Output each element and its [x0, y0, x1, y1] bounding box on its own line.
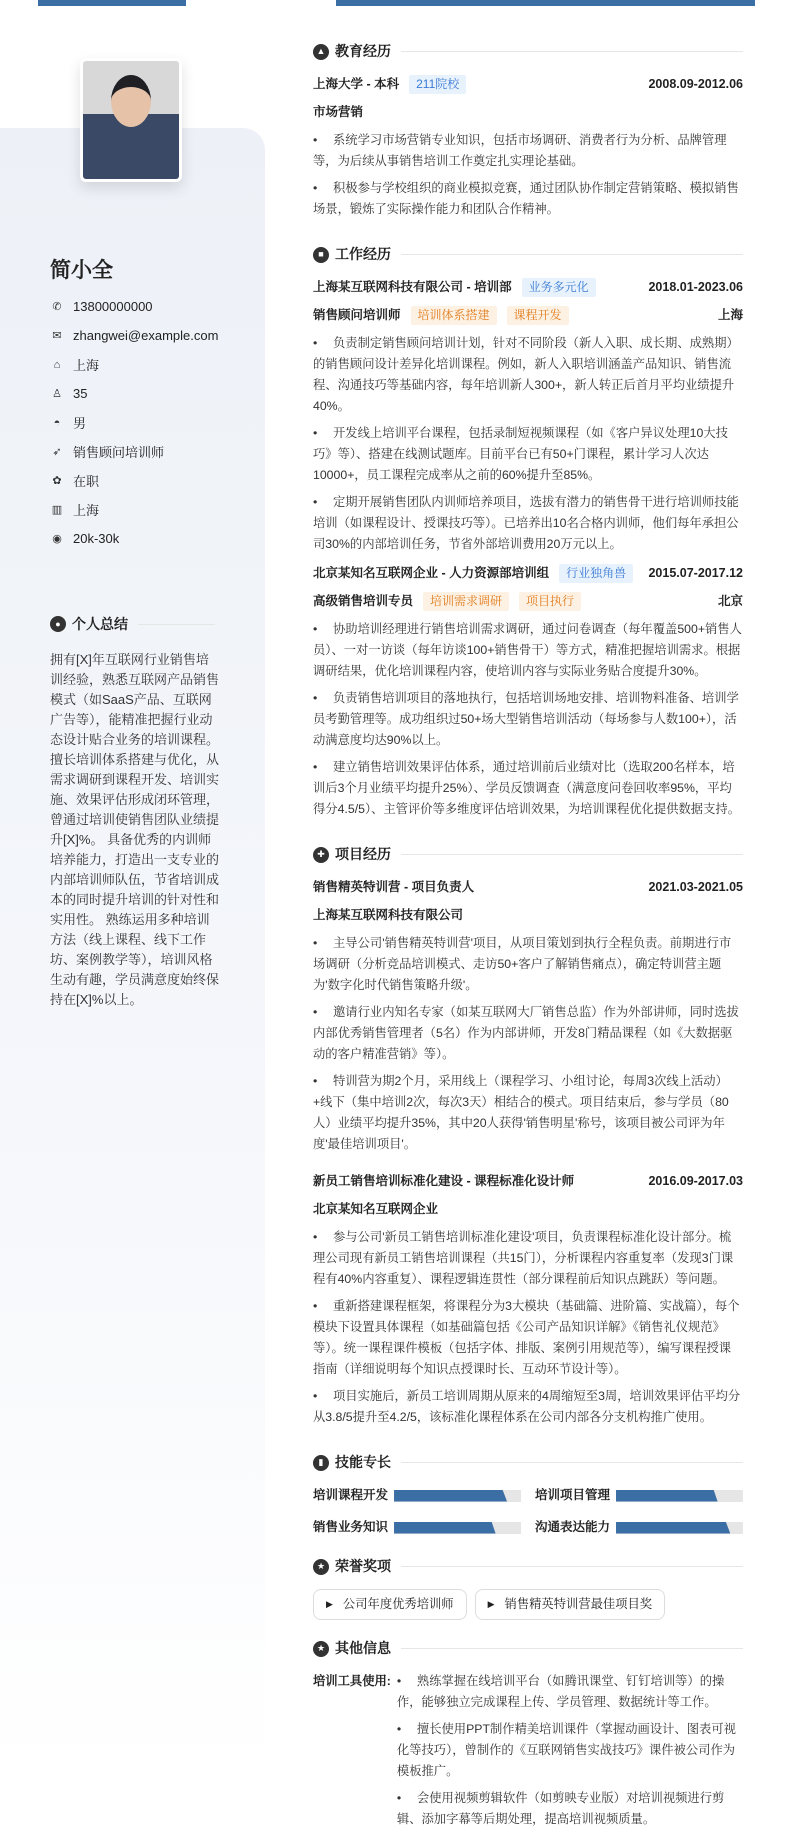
contact-status: ✿ 在职 — [50, 466, 218, 495]
skill-item: 培训项目管理 — [535, 1485, 743, 1506]
summary-header: ● 个人总结 — [50, 614, 215, 634]
contact-email: ✉ zhangwei@example.com — [50, 321, 218, 350]
list-item: • 参与公司'新员工销售培训标准化建设'项目，负责课程标准化设计部分。梳理公司现有新员工销售培训课程（共15门），分析课程内容重复率（发现3门课程有40%内容重复）、课程逻辑连贯性（部分课程前后知识点跳跃）等问题。 — [313, 1230, 734, 1286]
contact-phone: ✆ 13800000000 — [50, 292, 218, 321]
graduation-cap-icon: ▲ — [313, 44, 329, 60]
skills-grid — [313, 1485, 743, 1538]
contact-job: ➶ 销售顾问培训师 — [50, 437, 218, 466]
contact-city: ▥ 上海 — [51, 503, 100, 518]
skill-bar-fill — [616, 1522, 730, 1534]
skill-bar-fill — [394, 1522, 496, 1534]
list-item: • 定期开展销售团队内训师培养项目，选拔有潜力的销售骨干进行培训师技能培训（如课程设计、授课技巧等）。已培养出10名合格内训师，他们每年承担公司30%的内部培训任务，节省外部培训费用20万元以上。 — [313, 495, 739, 551]
gender-icon: ◓ — [53, 416, 61, 429]
skill-bar — [394, 1490, 521, 1502]
list-item: • 会使用视频剪辑软件（如剪映专业版）对培训视频进行剪辑、添加字幕等后期处理，提高培训视频质量。 — [396, 1791, 725, 1826]
top-accent-bar-left — [38, 0, 186, 6]
bar-chart-icon: ▮ — [313, 1455, 329, 1471]
projects-header: ✚ 项目经历 — [313, 844, 743, 865]
skill-item: 沟通表达能力 — [535, 1517, 743, 1538]
play-icon: ▶ — [326, 1599, 333, 1609]
education-bullets — [313, 130, 743, 220]
job-icon: ➶ — [52, 446, 62, 458]
grid-icon: ✚ — [313, 847, 329, 863]
list-item: • 特训营为期2个月，采用线上（课程学习、小组讨论，每周3次线上活动）+线下（集中培训2次，每次3天）相结合的模式。项目结束后，参与学员（80人）业绩平均提升35%，其中20人获得'销售明星'称号，该项目被公司评为年度'最佳培训项目'。 — [313, 1074, 729, 1151]
list-item: • 协助培训经理进行销售培训需求调研，通过问卷调查（每年覆盖500+销售人员）、一对一访谈（每年访谈100+销售骨干）等方式，精准把握培训需求。根据调研结果，优化培训课程内容，使培训内容与实际业务贴合度提升30%。 — [313, 622, 742, 678]
list-item: • 擅长使用PPT制作精美培训课件（掌握动画设计、图表可视化等技巧），曾制作的《互联网销售实战技巧》课件被公司作为模板推广。 — [396, 1722, 736, 1778]
skill-item: 销售业务知识 — [313, 1517, 521, 1538]
phone-icon: ✆ — [52, 301, 62, 313]
work-header: ■ 工作经历 — [313, 244, 743, 265]
mail-icon: ✉ — [52, 330, 62, 342]
award-badge: ▶ 公司年度优秀培训师 — [313, 1589, 467, 1620]
salary-icon: ◉ — [52, 533, 62, 545]
contact-salary: ◉ 20k-30k — [50, 524, 218, 553]
skill-bar — [616, 1490, 743, 1502]
school-tag: 211院校 — [409, 75, 466, 94]
list-item: • 建立销售培训效果评估体系，通过培训前后业绩对比（选取200名样本，培训后3个月业绩平均提升25%）、学员反馈调查（满意度问卷回收率95%，平均得分4.5/5）、主管评价等多维度评估培训效果，为培训课程优化提供数据支持。 — [313, 760, 740, 816]
list-item: • 熟练掌握在线培训平台（如腾讯课堂、钉钉培训等）的操作，能够独立完成课程上传、学员管理、数据统计等工作。 — [396, 1674, 725, 1709]
list-item: • 重新搭建课程框架，将课程分为3大模块（基础篇、进阶篇、实战篇），每个模块下设置具体课程（如基础篇包括《公司产品知识详解》《销售礼仪规范》等）。统一课程课件模板（包括字体、排版、案例引用规范等），编写课程授课指南（详细说明每个知识点授课时长、互动环节设计等）。 — [313, 1299, 740, 1376]
skill-bar-fill — [616, 1490, 718, 1502]
other-header: ★ 其他信息 — [313, 1638, 743, 1659]
list-item: • 负责制定销售顾问培训计划，针对不同阶段（新人入职、成长期、成熟期）的销售顾问设计差异化培训课程。例如，新人入职培训涵盖产品知识、销售流程、沟通技巧等基础内容，每年培训新人300+，新人转正后首月平均业绩提升40%。 — [313, 336, 739, 413]
skill-item: 培训课程开发 — [313, 1485, 521, 1506]
avatar — [80, 58, 182, 182]
list-item: • 积极参与学校组织的商业模拟竞赛，通过团队协作制定营销策略、模拟销售场景，锻炼了实际操作能力和团队合作精神。 — [313, 181, 739, 216]
play-icon: ▶ — [487, 1599, 495, 1609]
info-icon: ★ — [313, 1641, 329, 1657]
list-item: • 主导公司'销售精英特训营'项目，从项目策划到执行全程负责。前期进行市场调研（分析竞品培训模式、走访50+客户了解销售痛点），确定特训营主题为'数字化时代销售策略升级'。 — [313, 936, 732, 992]
medal-icon: ★ — [313, 1559, 329, 1575]
candidate-name: 简小全 — [50, 259, 113, 282]
summary-text: 拥有[X]年互联网行业销售培训经验，熟悉互联网产品销售模式（如SaaS产品、互联网广告等），能精准把握行业动态设计贴合业务的培训课程。 擅长培训体系搭建与优化，从需求调研到课程开发、培训实施、效果评估形成闭环管理，曾通过培训使销售团队业绩提升[X]%。 具备优秀的内训师培养能力，打造出一支专业的内部培训师队伍，节省培训成本的同时提升培训的针对性和实用性。 熟练运用多种培训方法（线上课程、线下工作坊、案例教学等），培训风格生动有趣，学员满意度始终保持在[X]%以上。 — [50, 652, 220, 1007]
top-accent-bar-right — [336, 0, 755, 6]
user-icon: ● — [50, 616, 66, 632]
briefcase-icon: ■ — [313, 247, 329, 263]
age-icon: ♙ — [52, 388, 62, 400]
contact-age: ♙ 35 — [50, 379, 218, 408]
list-item: • 开发线上培训平台课程，包括录制短视频课程（如《客户异议处理10大技巧》等）、搭建在线测试题库。目前平台已有50+门课程，累计学习人次达10000+，员工课程完成率从之前的60%提升至85%。 — [313, 426, 728, 482]
city-icon: ▥ — [51, 504, 63, 516]
award-badge: ▶ 销售精英特训营最佳项目奖 — [475, 1589, 666, 1620]
skill-bar — [616, 1522, 743, 1534]
status-icon: ✿ — [52, 475, 62, 487]
awards-header: ★ 荣誉奖项 — [313, 1556, 743, 1577]
list-item: • 项目实施后，新员工培训周期从原来的4周缩短至3周，培训效果评估平均分从3.8/5提升至4.2/5，该标准化课程体系在公司内部各分支机构推广使用。 — [313, 1389, 741, 1424]
skill-bar-fill — [394, 1490, 507, 1502]
skill-bar — [394, 1522, 521, 1534]
contact-list — [50, 292, 218, 553]
skills-header: ▮ 技能专长 — [313, 1452, 743, 1473]
main-content: ▲ 教育经历 上海大学 - 本科 211院校 2008.09-2012.06 市场营销 • 系统学习市场营销专业知识，包括市场调研、消费者行为分析、品牌管理等，为后续从事销售培训工作奠定扎实理论基础。 • 积极参与学校组织的商业模拟竞赛，通过团队协作制定营销策略、模拟销售场景，锻炼了实际操作能力和团队合作精神。 ■ 工作经历 上海某互联网科技有限公司 - 培训部 业务多元化 2018.01-2023.06 销售顾问培训师 培训体系搭建 课程开发 上海 • 负责制定销售顾问培训计划，针对不同阶段（新人入职、成长期、成熟期）的销售顾问设计差异化培训课程。例如，新人入职培训涵盖产品知识、销售流程、沟通技巧等基础内容，每年培训新人300+，新人转正后首月平均业绩提升40%。 • 开发线上培训平台课程，包括录制短视频课程（如《客户异议处理10大技巧》等）、搭建在线测试题库。目前平台已有50+门课程，累计学习人次达10000+，员工课程完成率从之前的60%提升至85%。 • 定期开展销售团队内训师培养项目，选拔有潜力的销售骨干进行培训师技能培训（如课程设计、授课技巧等）。已培养出10名合格内训师，他们每年承担公司30%的内部培训任务，节省外部培训费用20万元以上。 北京某知名互联网企业 - 人力资源部培训组 行业独角兽 2015.07-2017.12 高级销售培训专员 培训需求调研 项目执行 北京 • 协助培训经理进行销售培训需求调研，通过问卷调查（每年覆盖500+销售人员）、一对一访谈（每年访谈100+销售骨干）等方式，精准把握培训需求。根据调研结果，优化培训课程内容，使培训内容与实际业务贴合度提升30%。 • 负责销售培训项目的落地执行，包括培训场地安排、培训物料准备、培训学员考勤管理等。成功组织过50+场大型销售培训活动（每场参与人数100+），活动满意度均达90%以上。 • 建立销售培训效果评估体系，通过培训前后业绩对比（选取200名样本，培训后3个月业绩平均提升25%）、学员反馈调查（满意度问卷回收率95%，平均得分4.5/5）、主管评价等多维度评估培训效果，为培训课程优化提供数据支持。 ✚ 项目经历 销售精英特训营 - 项目负责人 2021.03-2021.05 上海某互联网科技有限公司 • 主导公司'销售精英特训营'项目，从项目策划到执行全程负责。前期进行市场调研（分析竞品培训模式、走访50+客户了解销售痛点），确定特训营主题为'数字化时代销售策略升级'。 • 邀请行业内知名专家（如某互联网大厂销售总监）作为外部讲师，同时选拔内部优秀销售管理者（5名）作为内部讲师，开发8门精品课程（如《大数据驱动的客户精准营销》等）。 • 特训营为期2个月，采用线上（课程学习、小组讨论，每周3次线上活动）+线下（集中培训2次，每次3天）相结合的模式。项目结束后，参与学员（80人）业绩平均提升35%，其中20人获得'销售明星'称号，该项目被公司评为年度'最佳培训项目'。 新员工销售培训标准化建设 - 课程标准化设计师 2016.09-2017.03 北京某知名互联网企业 • 参与公司'新员工销售培训标准化建设'项目，负责课程标准化设计部分。梳理公司现有新员工销售培训课程（共15门），分析课程内容重复率（发现3门课程有40%内容重复）、课程逻辑连贯性（部分课程前后知识点跳跃）等问题。 • 重新搭建课程框架，将课程分为3大模块（基础篇、进阶篇、实战篇），每个模块下设置具体课程（如基础篇包括《公司产品知识详解》《销售礼仪规范》等）。统一课程课件模板（包括字体、排版、案例引用规范等），编写课程授课指南（详细说明每个知识点授课时长、互动环节设计等）。 • 项目实施后，新员工培训周期从原来的4周缩短至3周，培训效果评估平均分从3.8/5提升至4.2/5，该标准化课程体系在公司内部各分支机构推广使用。 ▮ 技能专长 培训课程开发 培训项目管理 销售业务知识 沟通表达能力 ★ 荣誉奖项 ▶ 公司年度优秀培训师 ▶ 销售精英特训营最佳项目奖 ★ 其他信息 培训工具使用: • 熟练掌握在线培训平台（如腾讯课堂、钉钉培训等）的操作，能够独立完成课程上传、学员管理、数据统计等工作。 • 擅长使用PPT制作精美培训课件（掌握动画设计、图表可视化等技巧），曾制作的《互联网销售实战技巧》课件被公司作为模板推广。 • 会使用视频剪辑软件（如剪映专业版）对培训视频进行剪辑、添加字幕等后期处理，提高培训视频质量。 — [313, 41, 743, 1844]
contact-location: ⌂ 上海 — [50, 350, 218, 379]
list-item: • 系统学习市场营销专业知识，包括市场调研、消费者行为分析、品牌管理等，为后续从事销售培训工作奠定扎实理论基础。 — [313, 133, 727, 168]
list-item: • 负责销售培训项目的落地执行，包括培训场地安排、培训物料准备、培训学员考勤管理等。成功组织过50+场大型销售培训活动（每场参与人数100+），活动满意度均达90%以上。 — [313, 691, 739, 747]
list-item: • 邀请行业内知名专家（如某互联网大厂销售总监）作为外部讲师，同时选拔内部优秀销售管理者（5名）作为内部讲师，开发8门精品课程（如《大数据驱动的客户精准营销》等）。 — [313, 1005, 739, 1061]
contact-gender: ◓ 男 — [50, 408, 218, 437]
home-icon: ⌂ — [53, 358, 61, 371]
education-header: ▲ 教育经历 — [313, 41, 743, 62]
